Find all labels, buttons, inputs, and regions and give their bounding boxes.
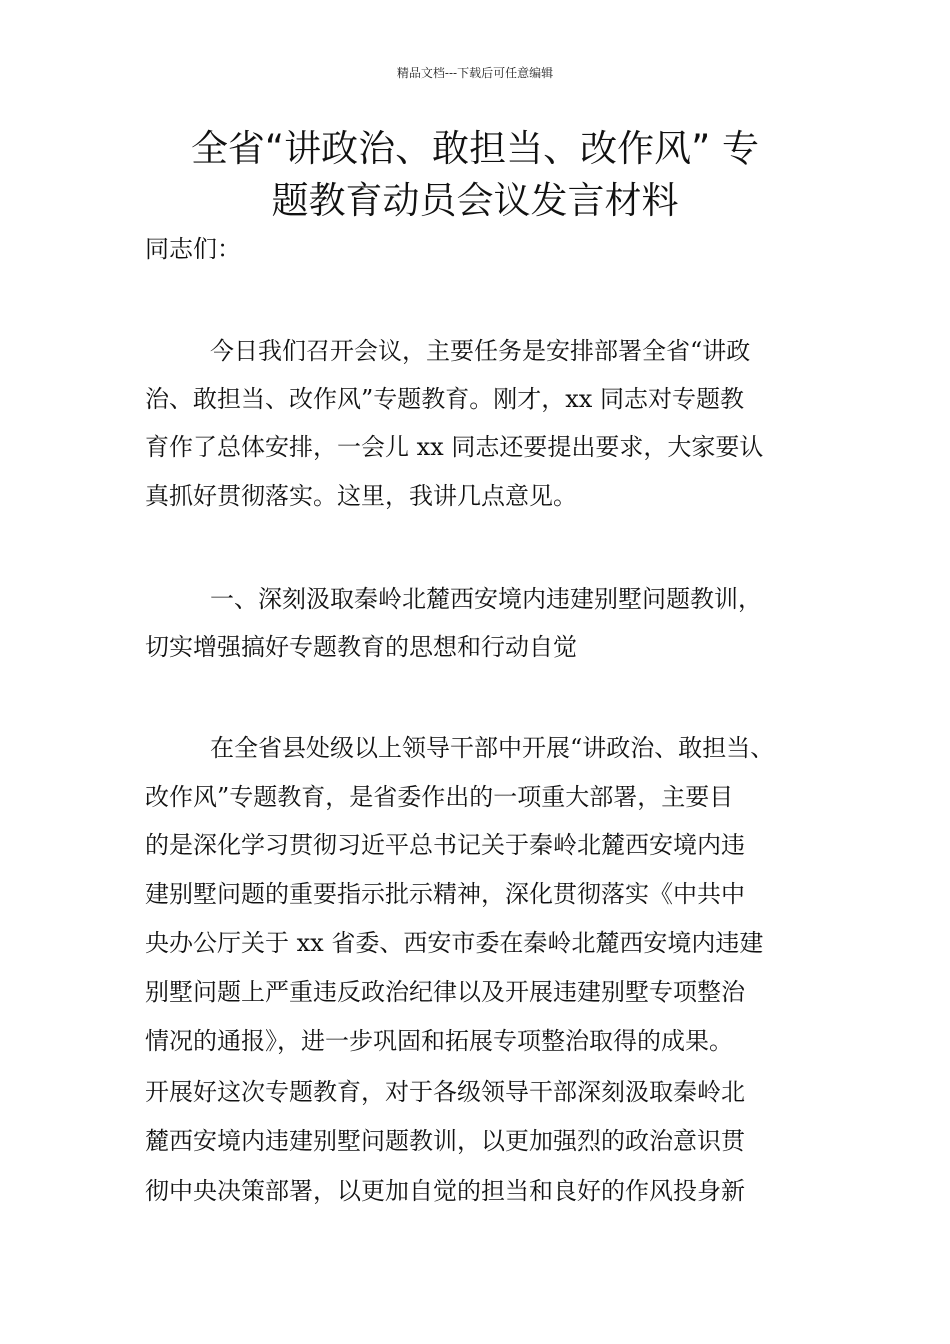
- text-line: 育作了总体安排，一会儿 xx 同志还要提出要求，大家要认: [145, 433, 764, 461]
- text-line: 别墅问题上严重违反政治纪律以及开展违建别墅专项整治: [145, 978, 745, 1006]
- text-line: 开展好这次专题教育，对于各级领导干部深刻汲取秦岭北: [145, 1078, 745, 1106]
- section-heading-line: 一、深刻汲取秦岭北麓西安境内违建别墅问题教训，: [210, 585, 762, 613]
- text-line: 治、敢担当、改作风”专题教育。刚才，xx 同志对专题教: [145, 385, 744, 413]
- text-line: 彻中央决策部署，以更加自觉的担当和良好的作风投身新: [145, 1177, 745, 1205]
- section-heading-line: 切实增强搞好专题教育的思想和行动自觉: [145, 633, 577, 661]
- text-line: 央办公厅关于 xx 省委、西安市委在秦岭北麓西安境内违建: [145, 929, 764, 957]
- salutation: 同志们：: [145, 235, 241, 263]
- text-line: 真抓好贯彻落实。这里，我讲几点意见。: [145, 482, 577, 510]
- page-header: 精品文档---下载后可任意编辑: [396, 66, 554, 80]
- text-line: 今日我们召开会议，主要任务是安排部署全省“讲政: [210, 337, 751, 365]
- title-line-1: 全省“讲政治、敢担当、改作风” 专: [190, 127, 760, 170]
- text-line: 建别墅问题的重要指示批示精神，深化贯彻落实《中共中: [145, 880, 745, 908]
- title-line-2: 题教育动员会议发言材料: [271, 179, 679, 222]
- text-line: 情况的通报》，进一步巩固和拓展专项整治取得的成果。: [145, 1027, 733, 1055]
- text-line: 的是深化学习贯彻习近平总书记关于秦岭北麓西安境内违: [145, 831, 745, 859]
- text-line: 在全省县处级以上领导干部中开展“讲政治、敢担当、: [210, 734, 775, 762]
- text-line: 改作风”专题教育，是省委作出的一项重大部署，主要目: [145, 783, 734, 811]
- text-line: 麓西安境内违建别墅问题教训，以更加强烈的政治意识贯: [145, 1127, 745, 1155]
